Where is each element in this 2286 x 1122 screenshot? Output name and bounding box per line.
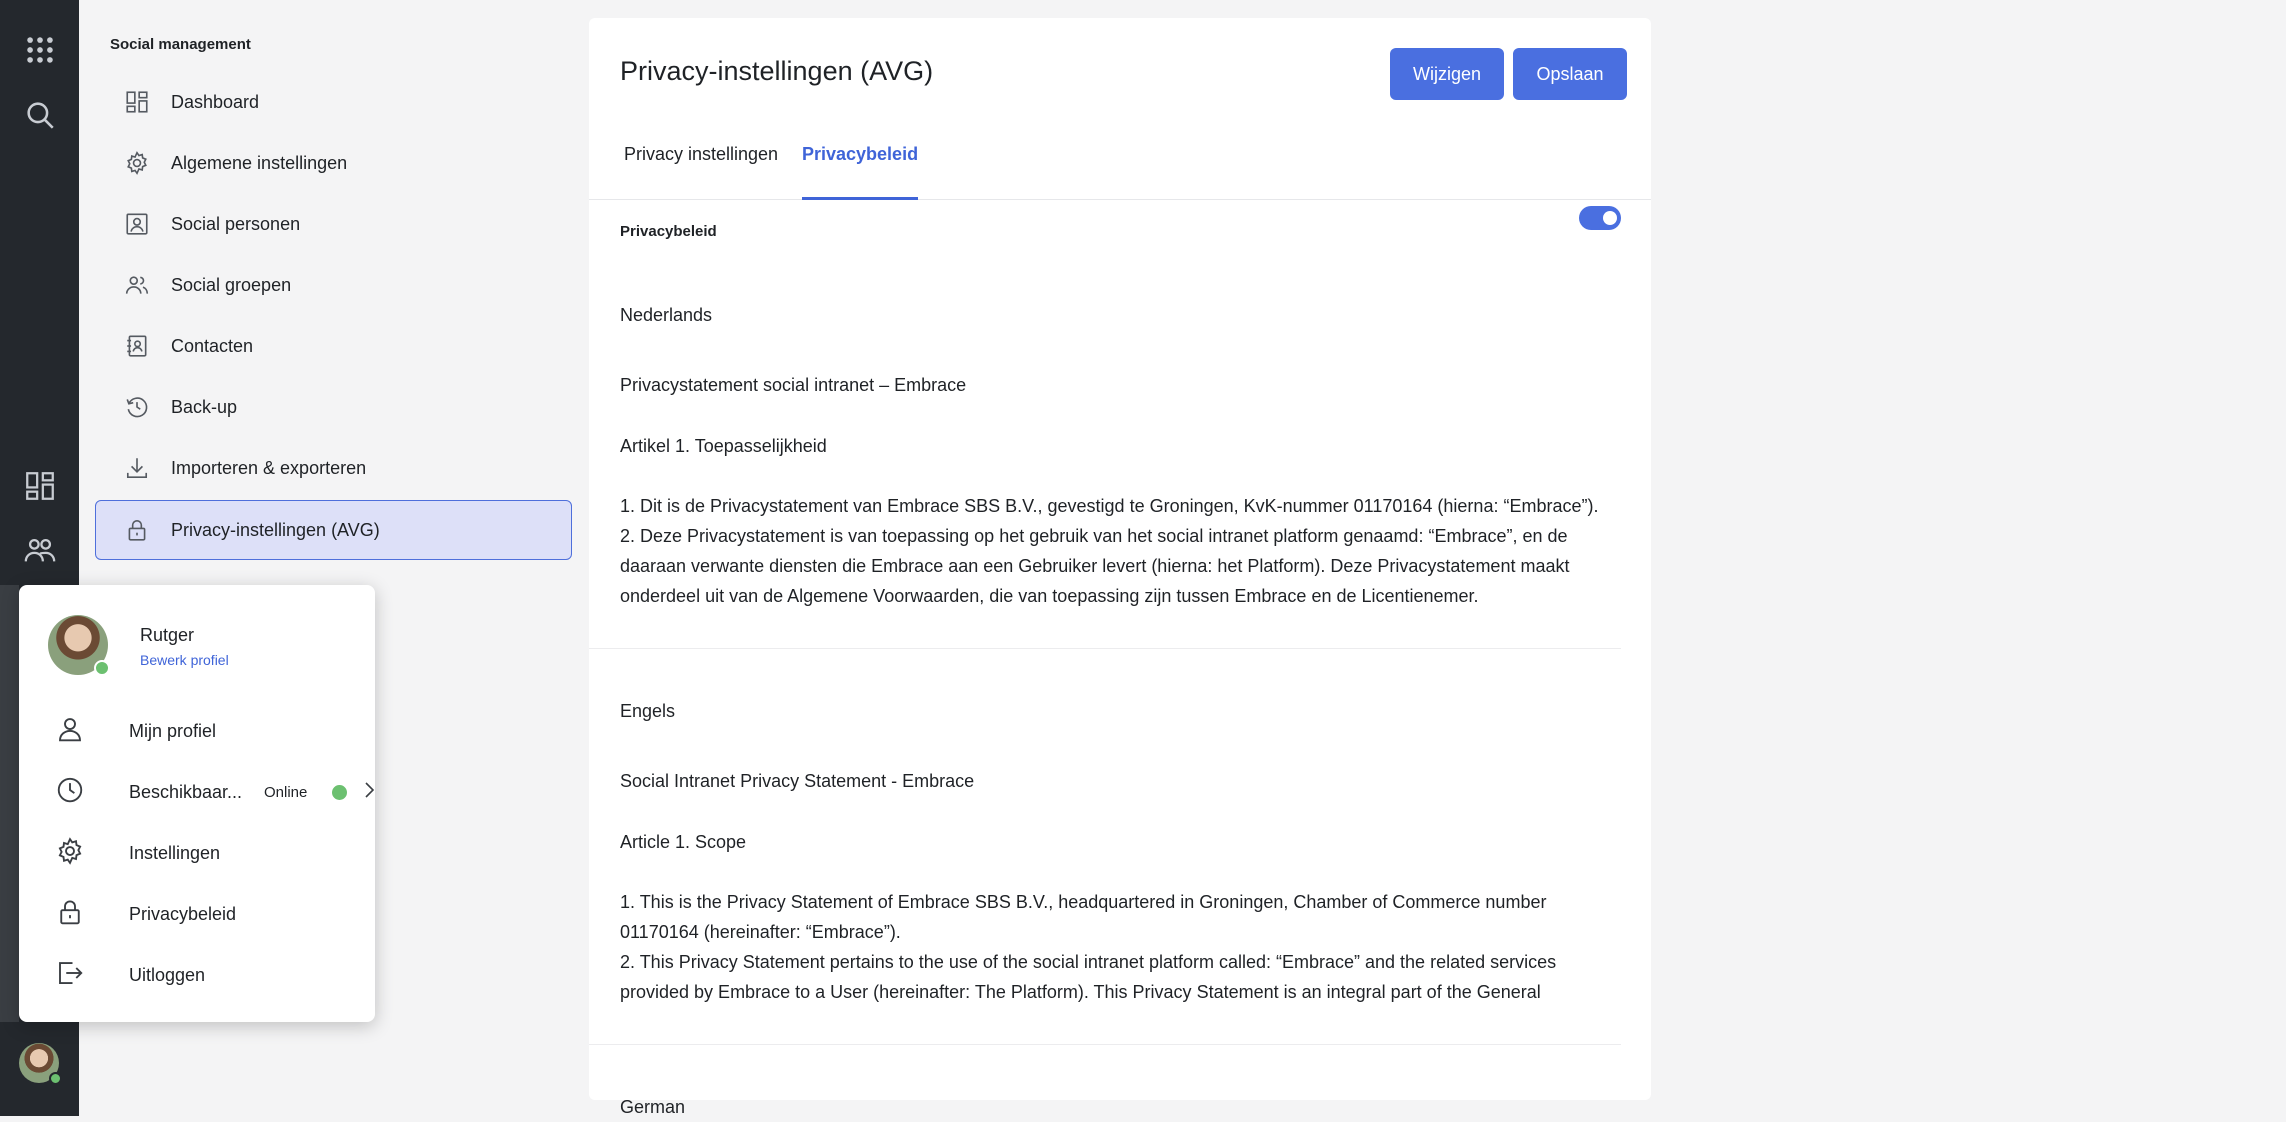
lock-icon bbox=[55, 897, 85, 932]
dutch-paragraph-1: 1. Dit is de Privacystatement van Embrace SBS B.V., gevestigd te Groningen, KvK-nummer 01170164 (hierna: “Embrace”). bbox=[620, 496, 1599, 516]
avatar[interactable] bbox=[19, 1043, 59, 1083]
sidebar-item-social-persons[interactable] bbox=[95, 195, 572, 253]
sidebar-item-import-export[interactable] bbox=[95, 439, 572, 497]
english-article: Article 1. Scope bbox=[620, 832, 747, 852]
sidebar-item-dashboard[interactable] bbox=[95, 73, 572, 131]
people-rail-icon[interactable] bbox=[0, 520, 79, 580]
english-paragraph-2: 2. This Privacy Statement pertains to the use of the social intranet platform called: “Embrace” and the related services provided by Embrace to a User (hereinafter: The Platform). This Privacy Statement is an integral part of the General bbox=[620, 952, 1557, 1002]
download-icon bbox=[96, 455, 164, 481]
status-badge: Online bbox=[264, 783, 308, 801]
clock-icon bbox=[55, 775, 85, 810]
lock-icon bbox=[96, 517, 164, 543]
sidebar-item-label: Algemene instellingen bbox=[171, 152, 348, 173]
sidebar-item-label: Contacten bbox=[171, 335, 254, 356]
menu-item-privacy-policy[interactable] bbox=[55, 894, 355, 934]
sidebar-item-label: Social groepen bbox=[171, 274, 292, 295]
sidebar-item-label: Social personen bbox=[171, 213, 301, 234]
menu-item-availability[interactable] bbox=[55, 772, 355, 812]
sidebar-item-social-groups[interactable] bbox=[95, 256, 572, 314]
tab-bar bbox=[589, 118, 1651, 200]
apps-grid-icon[interactable] bbox=[0, 20, 79, 80]
english-paragraph-1: 1. This is the Privacy Statement of Embrace SBS B.V., headquartered in Groningen, Chamber of Commerce number 01170164 (hereinafter: “Embrace”). bbox=[620, 892, 1547, 942]
sidebar-item-contacts[interactable] bbox=[95, 317, 572, 375]
section-divider bbox=[589, 648, 1621, 649]
profile-popup bbox=[19, 585, 375, 1022]
section-divider bbox=[589, 1044, 1621, 1045]
dashboard-icon bbox=[96, 89, 164, 115]
language-label-german: German bbox=[620, 1097, 686, 1117]
search-icon[interactable] bbox=[0, 85, 79, 145]
dutch-heading: Privacystatement social intranet – Embrace bbox=[620, 375, 967, 395]
history-icon bbox=[96, 394, 164, 420]
person-card-icon bbox=[96, 211, 164, 237]
save-button[interactable]: Opslaan bbox=[1513, 48, 1627, 100]
privacy-policy-toggle[interactable] bbox=[1579, 206, 1621, 230]
language-label-english: Engels bbox=[620, 701, 676, 721]
tab-privacy-policy[interactable]: Privacybeleid bbox=[802, 144, 918, 200]
avatar bbox=[48, 615, 108, 675]
dashboard-rail-icon[interactable] bbox=[0, 456, 79, 516]
sidebar-item-label: Dashboard bbox=[171, 91, 260, 112]
toggle-knob bbox=[1603, 211, 1617, 225]
tab-privacy-settings[interactable]: Privacy instellingen bbox=[624, 144, 779, 164]
sidebar-item-label: Importeren & exporteren bbox=[171, 457, 367, 478]
sidebar-item-label: Privacy-instellingen (AVG) bbox=[171, 519, 380, 540]
online-indicator bbox=[94, 660, 110, 676]
sidebar-item-backup[interactable] bbox=[95, 378, 572, 436]
dutch-paragraph-2: 2. Deze Privacystatement is van toepassing op het gebruik van het social intranet platform genaamd: “Embrace”, en de daaraan verwante diensten die Embrace aan een Gebruiker levert (hierna: het Platform). Deze Privacystatement maakt onderdeel uit van de Algemene Voorwaarden, die van toepassing zijn tussen Embrace en de Licentienemer. bbox=[620, 526, 1570, 606]
menu-item-settings[interactable] bbox=[55, 833, 355, 873]
person-icon bbox=[55, 714, 85, 749]
profile-name: Rutger bbox=[140, 625, 195, 645]
gear-icon bbox=[96, 150, 164, 176]
language-label-dutch: Nederlands bbox=[620, 305, 713, 325]
online-indicator bbox=[49, 1072, 62, 1085]
menu-item-label: Beschikbaar... bbox=[129, 781, 243, 802]
menu-item-logout[interactable] bbox=[55, 955, 355, 995]
sidebar-title: Social management bbox=[110, 36, 251, 53]
dutch-article: Artikel 1. Toepasselijkheid bbox=[620, 436, 827, 456]
menu-item-my-profile[interactable] bbox=[55, 711, 355, 751]
rail-highlight bbox=[0, 585, 19, 1022]
section-label: Privacybeleid bbox=[620, 223, 717, 240]
privacy-settings-card bbox=[589, 18, 1651, 1117]
sidebar-item-label: Back-up bbox=[171, 396, 238, 417]
menu-item-label: Instellingen bbox=[129, 842, 221, 863]
status-dot bbox=[332, 785, 347, 800]
page-title: Privacy-instellingen (AVG) bbox=[620, 56, 934, 86]
logout-icon bbox=[55, 958, 85, 993]
edit-button[interactable]: Wijzigen bbox=[1390, 48, 1504, 100]
chevron-right-icon bbox=[357, 778, 381, 807]
group-icon bbox=[96, 272, 164, 298]
menu-item-label: Mijn profiel bbox=[129, 720, 217, 741]
menu-item-label: Uitloggen bbox=[129, 964, 206, 985]
contacts-icon bbox=[96, 333, 164, 359]
menu-item-label: Privacybeleid bbox=[129, 903, 237, 924]
sidebar-item-privacy[interactable] bbox=[95, 500, 572, 560]
english-heading: Social Intranet Privacy Statement - Embrace bbox=[620, 771, 975, 791]
gear-icon bbox=[55, 836, 85, 871]
sidebar-item-general-settings[interactable] bbox=[95, 134, 572, 192]
edit-profile-link[interactable]: Bewerk profiel bbox=[140, 652, 229, 668]
